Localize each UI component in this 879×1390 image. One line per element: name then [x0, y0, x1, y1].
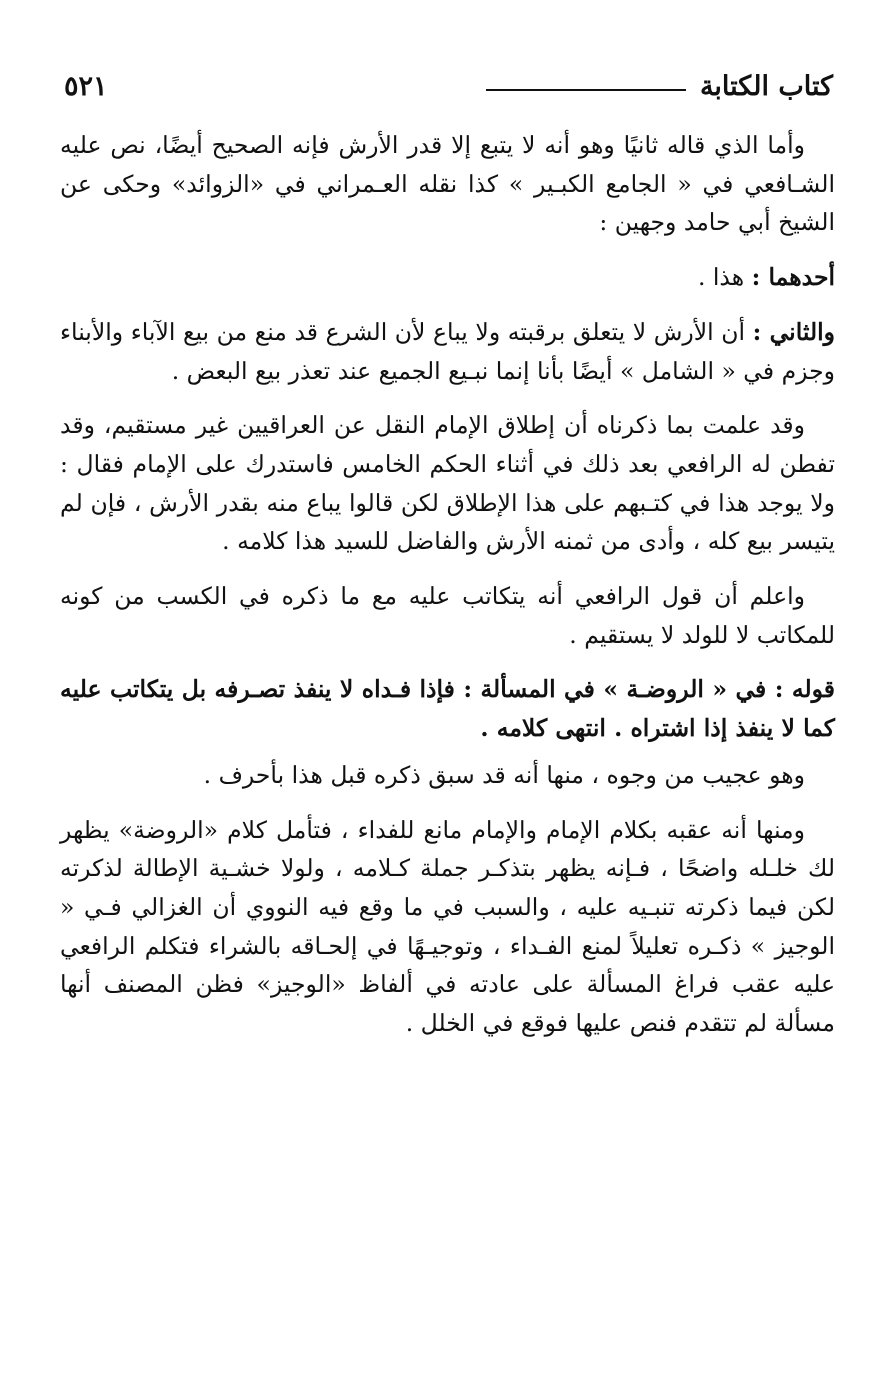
- paragraph-3-text: أن الأرش لا يتعلق برقبته ولا يباع لأن الشرع قد منع من بيع الآباء والأبناء وجزم في « الشامل » أيضًا بأنا إنما نبـيع الجميع عند تعذر بيع البعض .: [60, 317, 835, 385]
- paragraph-7: وهو عجيب من وجوه ، منها أنه قد سبق ذكره قبل هذا بأحرف .: [203, 760, 805, 789]
- paragraph-3-lead: والثاني :: [752, 317, 835, 346]
- running-title: كتاب الكتابة: [699, 70, 833, 102]
- paragraph-3: [60, 313, 835, 390]
- paragraph-5: واعلم أن قول الرافعي أنه يتكاتب عليه مع ما ذكره في الكسب من كونه للمكاتب لا للولد لا يستقيم .: [60, 582, 835, 649]
- page-header: [64, 66, 833, 106]
- page-number: ٥٢١: [64, 70, 108, 102]
- paragraph-4: وقد علمت بما ذكرناه أن إطلاق الإمام النقل عن العراقيين غير مستقيم، وقد تفطن له الرافعي بعد ذلك في أثناء الحكم الخامس فاستدرك على الإمام فقال : ولا يوجد هذا في كتـبهم على هذا الإطلاق لكن قالوا يباع منه بقدر الأرش ، فإن لم يتيسر بيع كله ، وأدى من ثمنه الأرش والفاضل للسيد هذا كلامه .: [60, 411, 835, 556]
- paragraph-2: [60, 258, 835, 297]
- paragraph-8: ومنها أنه عقبه بكلام الإمام والإمام مانع للفداء ، فتأمل كلام «الروضة» يظهر لك خلـله واضحًا ، فـإنه يظهر بتذكـر جملة كـلامه ، ولولا خشـية الإطالة لذكرته لكن فيما ذكرته تنبـيه عليه ، والسبب في ما وقع فيه النووي أن الغزالي فـي « الوجيز » ذكـره تعليلاً لمنع الفـداء ، وتوجيـهًا في إلحـاقه بالشراء فتكلم الرافعي عليه عقب فراغ المسألة على عادته في ألفاظ «الوجيز» فظن المصنف أنها مسألة لم تتقدم فنص عليها فوقع في الخلل .: [60, 815, 836, 1038]
- paragraph-2-lead: أحدهما :: [751, 263, 835, 292]
- paragraph-2-text: هذا .: [697, 263, 752, 292]
- paragraph-1: وأما الذي قاله ثانيًا وهو أنه لا يتبع إلا قدر الأرش فإنه الصحيح أيضًا، نص عليه الشـافعي في « الجامع الكبـير » كذا نقله العـمراني في «الزوائد» وحكى عن الشيخ أبي حامد وجهين :: [60, 131, 835, 237]
- body-text: [60, 126, 835, 1059]
- header-rule: [486, 89, 686, 91]
- paragraph-6: قوله : في « الروضـة » في المسألة : فإذا فـداه لا ينفذ تصـرفه بل يتكاتب عليه كما لا ينفذ إذا اشتراه . انتهى كلامه .: [60, 675, 835, 743]
